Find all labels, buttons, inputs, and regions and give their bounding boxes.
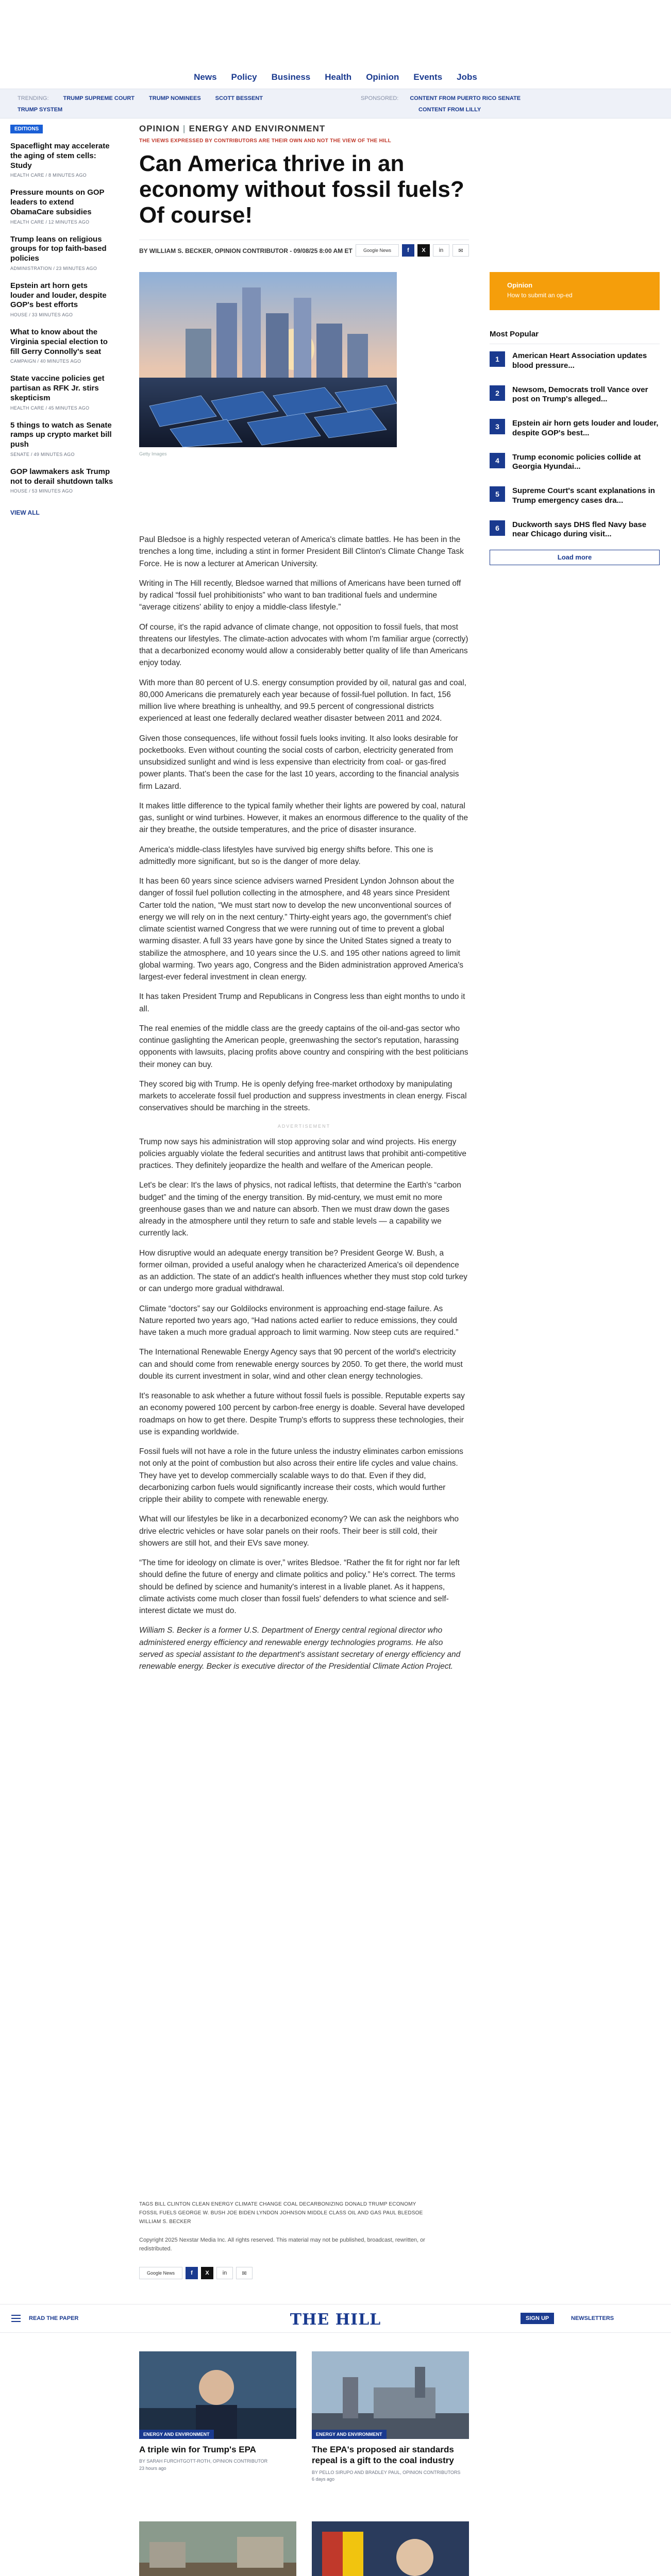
card-time: 23 hours ago (139, 2465, 166, 2471)
paragraph: It has taken President Trump and Republicans in Congress less than eight months to undo it all. (139, 992, 465, 1013)
opinion-disclaimer: THE VIEWS EXPRESSED BY CONTRIBUTORS ARE THEIR OWN AND NOT THE VIEW OF THE HILL (139, 138, 391, 144)
paragraph: With more than 80 percent of U.S. energy consumption provided by oil, natural gas and coal, 80,000 Americans die prematurely each year because of fossil-fuel pollution. In fact, 156 million live where breathing is unhealthy, and 99.5 percent of congressional districts experienced at least one federally declared weather disaster between 2011 and 2024. (139, 678, 466, 723)
nav-news[interactable]: News (194, 72, 217, 82)
paragraph: They scored big with Trump. He is openly defying free-market orthodoxy by manipulating markets to accelerate fossil fuel production and suppress investments in clean energy. Fiscal conservatives should be marching in the streets. (139, 1079, 467, 1113)
promo-subtitle: How to submit an op-ed (507, 292, 573, 299)
breadcrumb: OPINION | ENERGY AND ENVIRONMENT (139, 124, 326, 133)
latest-news-sidebar (10, 124, 113, 516)
paragraph: Given those consequences, life without fossil fuels looks inviting. It also looks desirable for pocketbooks. Even without counting the social costs of carbon, electricity generated from unsubsidized sunlight and wind is less expensive than electricity from coal- or gas-fired power plants. That's been the case for the last 10 years, according to the financial analysis firm Lazard. (139, 734, 459, 791)
nav-health[interactable]: Health (325, 72, 352, 82)
rank-badge: 4 (490, 453, 505, 468)
latest-news-item[interactable]: 5 things to watch as Senate ramps up crypto market bill push SENATE / 49 MINUTES AGO (10, 420, 112, 457)
card-byline: BY PELLO SIRUPO AND BRADLEY PAUL, OPINION CONTRIBUTORS (312, 2469, 461, 2475)
paragraph: America's middle-class lifestyles have survived big energy shifts before. This one is admittedly more significant, but so is the danger of more delay. (139, 845, 433, 866)
latest-news-item[interactable]: Trump leans on religious groups for top faith-based policies ADMINISTRATION / 23 MINUTES AGO (10, 234, 107, 271)
read-paper-link[interactable]: READ THE PAPER (29, 2315, 79, 2321)
paragraph: Paul Bledsoe is a highly respected veteran of America's climate battles. He has been in the trenches a long time, including a stint in former President Bill Clinton's Climate Change Task Force. He is now a lecturer at American University. (139, 535, 464, 568)
latest-news-item[interactable]: Spaceflight may accelerate the aging of stem cells: Study HEALTH CARE / 8 MINUTES AGO (10, 142, 110, 178)
card-category: ENERGY AND ENVIRONMENT (139, 2430, 214, 2439)
nav-jobs[interactable]: Jobs (457, 72, 477, 82)
card-image (312, 2351, 469, 2439)
most-popular-item[interactable]: 6 Duckworth says DHS fled Navy base near Chicago during visit... (490, 513, 660, 547)
sponsored-label: SPONSORED: (361, 95, 399, 101)
paragraph: What will our lifestyles be like in a decarbonized economy? We can ask the neighbors who drive electric vehicles or have solar panels on their roofs. Their beer is still cold, their showers are still hot, and their EVs save money. (139, 1515, 459, 1548)
most-popular-title: Most Popular (490, 330, 660, 344)
latest-news-item[interactable]: What to know about the Virginia special election to fill Gerry Connolly's seat CAMPAIGN / 40 MINUTES AGO (10, 328, 108, 364)
nav-opinion[interactable]: Opinion (366, 72, 399, 82)
article-headline: Can America thrive in an economy without fossil fuels? Of course! (139, 151, 464, 228)
rank-badge: 5 (490, 486, 505, 502)
card-byline: BY SARAH FURCHTGOTT-ROTH, OPINION CONTRIBUTOR (139, 2459, 268, 2464)
author-bio: William S. Becker is a former U.S. Department of Energy central regional director who administered energy efficiency and renewable energy technologies programs. He also served as special assistant to the department's assistant secretary of energy efficiency and renewable energy. Becker is executive director of the Presidential Climate Action Project. (139, 1626, 461, 1671)
latest-news-item[interactable]: Pressure mounts on GOP leaders to extend ObamaCare subsidies HEALTH CARE / 12 MINUTES AGO (10, 188, 105, 225)
paragraph: Trump now says his administration will stop approving solar and wind projects. His energy policies arguably violate the federal securities and antitrust laws that prohibit anti-competitive practices. They definitely jeopardize the health and welfare of the American people. (139, 1137, 466, 1170)
trending-link[interactable]: TRUMP NOMINEES (149, 95, 201, 101)
card-title: The EPA's proposed air standards repeal is a gift to the coal industry (312, 2445, 454, 2466)
op-ed-promo[interactable] (490, 272, 660, 310)
card-category: ENERGY AND ENVIRONMENT (312, 2430, 387, 2439)
paragraph: The real enemies of the middle class are the greedy captains of the oil-and-gas sector who continue gaslighting the American people, greenwashing the sector's reputation, harassing opponents with lawsuits, placing profits above country and conspiring with the best politicians their money can buy. (139, 1024, 468, 1069)
paragraph: Writing in The Hill recently, Bledsoe warned that millions of Americans have been turned off by radical “fossil fuel prohibitionists” who want to ban traditional fuels and undermine “average citizens' ability to enjoy a middle-class lifestyle.” (139, 579, 461, 612)
google-news-button[interactable]: Google News (356, 244, 399, 257)
article-tags[interactable]: TAGS BILL CLINTON CLEAN ENERGY CLIMATE CHANGE COAL DECARBONIZING DONALD TRUMP ECONOMY FOSSIL FUELS GEORGE W. BUSH JOE BIDEN LYNDON JOHNSON MIDDLE CLASS OIL AND GAS PAUL BLEDSOE WILLIAM S. BECKER (139, 2201, 423, 2225)
email-icon[interactable]: ✉ (236, 2267, 253, 2279)
paragraph: Fossil fuels will not have a role in the future unless the industry eliminates carbon emissions not only at the point of combustion but also across their entire life cycles and value chains. They have yet to develop commercially scalable ways to do that. Even if they did, decarbonizing carbon fuels would significantly increase their costs, which would further cripple their ability to compete with renewable energy. (139, 1447, 463, 1504)
load-more-button[interactable]: Load more (490, 550, 660, 565)
most-popular-item[interactable]: 5 Supreme Court's scant explanations in Trump emergency cases dra... (490, 479, 660, 513)
latest-news-item[interactable]: State vaccine policies get partisan as RFK Jr. stirs skepticism HEALTH CARE / 45 MINUTES AGO (10, 374, 105, 411)
nav-events[interactable]: Events (413, 72, 443, 82)
most-popular-item[interactable]: 2 Newsom, Democrats troll Vance over post on Trump's alleged... (490, 378, 660, 412)
sign-up-button[interactable]: SIGN UP (521, 2313, 554, 2324)
paragraph: Let's be clear: It's the laws of physics, not radical leftists, that determine the Earth's “carbon budget” and the timing of the energy transition. By mid-century, we must emit no more greenhouse gases than we and nature can absorb. Then we must draw down the gases already in the atmosphere until they return to safe and stable levels — a capability we currently lack. (139, 1181, 461, 1238)
main-menu (0, 72, 671, 82)
nav-policy[interactable]: Policy (231, 72, 257, 82)
paragraph: How disruptive would an adequate energy transition be? President George W. Bush, a former oilman, provided a useful analogy when he characterized America's oil dependence as an addiction. The state of an addict's health influences whether they must stop cold turkey or can undergo more gradual withdrawal. (139, 1248, 467, 1294)
related-card[interactable] (139, 2351, 296, 2471)
trending-label: TRENDING: (18, 95, 49, 101)
view-all-link[interactable]: VIEW ALL (10, 509, 40, 517)
advertisement-label: ADVERTISEMENT (277, 1123, 331, 1129)
paragraph: “The time for ideology on climate is over,” writes Bledsoe. “Rather the fit for right nor far left should define the future of energy and climate politics and policy.” He's correct. The terms should be defined by science and humanity's interest in a livable planet. As it happens, climate activists come much closer than fossil fuels' defenders to what science and self-interest dictate we must do. (139, 1558, 460, 1615)
breadcrumb-opinion[interactable]: OPINION (139, 124, 180, 133)
rank-badge: 1 (490, 351, 505, 367)
breadcrumb-section[interactable]: ENERGY AND ENVIRONMENT (189, 124, 326, 133)
card-image (139, 2351, 296, 2439)
right-sidebar (490, 272, 660, 565)
paragraph: It's reasonable to ask whether a future without fossil fuels is possible. Reputable experts say an economy powered 100 percent by carbon-free energy is doable. Several have developed roadmaps on how to get there. Despite Trump's efforts to suppress these technologies, their use is expanding worldwide. (139, 1392, 465, 1436)
related-card[interactable] (312, 2351, 469, 2482)
byline: BY WILLIAM S. BECKER, OPINION CONTRIBUTOR - 09/08/25 8:00 AM ET (139, 247, 353, 255)
article-header (139, 124, 469, 260)
x-icon[interactable]: X (201, 2267, 213, 2279)
article-body (139, 534, 469, 1680)
paragraph: Climate “doctors” say our Goldilocks environment is approaching end-stage failure. As Nature reported two years ago, “Had nations acted earlier to reduce emissions, they could have taken a much more gradual approach to limit warming. Now steep cuts are required.” (139, 1304, 459, 1337)
copyright-notice: Copyright 2025 Nexstar Media Inc. All rights reserved. This material may not be published, broadcast, rewritten, or redistributed. (139, 2237, 425, 2252)
x-icon[interactable]: X (417, 244, 430, 257)
card-title: A triple win for Trump's EPA (139, 2445, 256, 2454)
linkedin-icon[interactable]: in (433, 244, 449, 257)
newsletters-link[interactable]: NEWSLETTERS (571, 2315, 614, 2321)
sponsored-link[interactable]: CONTENT FROM PUERTO RICO SENATE (410, 95, 521, 101)
city-solar-illustration (139, 272, 397, 447)
trending-link[interactable]: TRUMP SUPREME COURT (63, 95, 135, 101)
paragraph: The International Renewable Energy Agency says that 90 percent of the world's electricity can and should come from renewable energy sources by 2050. To get there, the world must double its current investment in solar, wind and other clean energy technologies. (139, 1348, 463, 1381)
latest-news-item[interactable]: GOP lawmakers ask Trump not to derail shutdown talks HOUSE / 53 MINUTES AGO (10, 467, 113, 494)
share-buttons (356, 244, 469, 257)
facebook-icon[interactable]: f (186, 2267, 198, 2279)
hero-image (139, 272, 397, 447)
paragraph: Of course, it's the rapid advance of climate change, not opposition to fossil fuels, that most threatens our lifestyles. The climate-action advocates with whom I'm familiar argue (correctly) that a decarbonized economy would allow a considerably better quality of life than Americans enjoy today. (139, 622, 468, 668)
byline-row (139, 240, 469, 260)
trending-bar (0, 89, 671, 118)
bottom-masthead (0, 2304, 671, 2333)
top-nav (0, 0, 671, 89)
most-popular-item[interactable]: 4 Trump economic policies collide at Georgia Hyundai... (490, 446, 660, 480)
card-image (139, 2521, 296, 2576)
nav-business[interactable]: Business (271, 72, 311, 82)
latest-news-item[interactable]: Epstein art horn gets louder and louder, despite GOP's best efforts HOUSE / 33 MINUTES AGO (10, 281, 107, 317)
the-hill-logo[interactable]: THE HILL (290, 2311, 381, 2329)
hero-caption: Getty Images (139, 451, 167, 456)
editions-badge: EDITIONS (10, 125, 43, 133)
related-card[interactable] (312, 2521, 469, 2576)
email-icon[interactable]: ✉ (452, 244, 469, 257)
most-popular-item[interactable]: 1 American Heart Association updates blood pressure... (490, 344, 660, 378)
google-news-button[interactable]: Google News (139, 2267, 182, 2279)
promo-title: Opinion (507, 281, 533, 289)
card-time: 6 days ago (312, 2477, 335, 2482)
rank-badge: 3 (490, 419, 505, 434)
card-image (312, 2521, 469, 2576)
paragraph: It has been 60 years since science advisers warned President Lyndon Johnson about the danger of fossil fuel pollution collecting in the atmosphere, and 48 years since President Carter told the nation, “We must start now to develop the new unconventional sources of energy we will rely on in the next century.” Thirty-eight years ago, the government's chief climate scientist warned Congress that we were running out of time to prevent a global warming disaster. A full 33 years have gone by since the United States signed a treaty to stabilize the atmosphere, and 10 years since the U.S. and 195 other nations agreed to limit global warming. Two years ago, Congress and the Biden administration approved America's largest-ever federal investment in clean energy. (139, 877, 464, 981)
share-buttons-bottom (139, 2267, 253, 2279)
linkedin-icon[interactable]: in (216, 2267, 233, 2279)
rank-badge: 2 (490, 385, 505, 401)
trending-link[interactable]: SCOTT BESSENT (215, 95, 263, 101)
paragraph: It makes little difference to the typical family whether their lights are powered by coal, natural gas, sunlight or wind turbines. However, it makes an enormous difference to the quality of the air they breathe, the outside temperatures, and the price of disaster insurance. (139, 801, 468, 835)
facebook-icon[interactable]: f (402, 244, 414, 257)
trending-link[interactable]: TRUMP SYSTEM (18, 107, 63, 113)
most-popular-item[interactable]: 3 Epstein air horn gets louder and louder, despite GOP's best... (490, 412, 660, 446)
sponsored-link[interactable]: CONTENT FROM LILLY (418, 107, 481, 113)
related-card[interactable] (139, 2521, 296, 2576)
rank-badge: 6 (490, 520, 505, 536)
